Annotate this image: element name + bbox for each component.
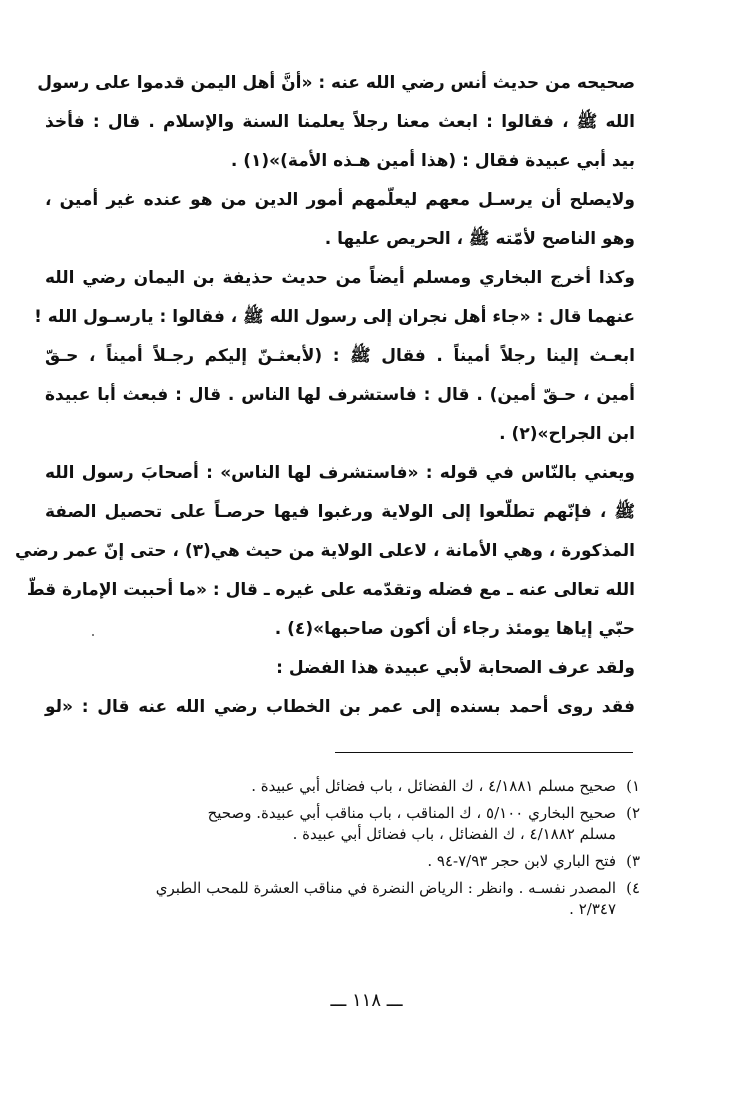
footnote-number: ٤)	[626, 879, 640, 897]
text-line: المذكورة ، وهي الأمانة ، لاعلى الولاية من حيث هي(٣) ، حتى إنّ عمر رضي	[15, 541, 635, 561]
page-number: ـــ ١١٨ ـــ	[330, 990, 403, 1011]
text-line: ويعني بالنّاس في قوله : «فاستشرف لها الناس» : أصحابَ رسول الله	[45, 463, 635, 483]
footnote-text	[40, 851, 616, 872]
footnote-line: المصدر نفسـه . وانظر : الرياض النضرة في مناقب العشرة للمحب الطبري	[155, 879, 616, 897]
footnote	[40, 851, 640, 872]
footnote-line: صحيح مسلم ٤/١٨٨١ ، ك الفضائل ، باب فضائل أبي عبيدة .	[251, 777, 616, 795]
text-line: فقد روى أحمد بسنده إلى عمر بن الخطاب رضي الله عنه قال : «لو	[45, 697, 635, 717]
footnote-number: ١)	[626, 777, 640, 795]
footnote-line: صحيح البخاري ٥/١٠٠ ، ك المناقب ، باب مناقب أبي عبيدة. وصحيح	[207, 804, 616, 822]
footnote-number: ٢)	[626, 804, 640, 822]
text-line: بيد أبي عبيدة فقال : (هذا أمين هـذه الأمة)»(١) .	[230, 151, 635, 171]
footnote-number: ٣)	[626, 852, 640, 870]
text-line: ابن الجراح»(٢) .	[499, 424, 635, 444]
text-line: أمين ، حـقّ أمين) . قال : فاستشرف لها الناس . قال : فبعث أبا عبيدة	[45, 385, 635, 405]
footnote	[40, 878, 640, 920]
text-line: وكذا أخرج البخاري ومسلم أيضاً من حديث حذيفة بن اليمان رضي الله	[45, 268, 635, 288]
footnotes	[40, 776, 640, 926]
text-line: ولقد عرف الصحابة لأبي عبيدة هذا الفضل :	[276, 658, 635, 678]
text-line: ابعـث إلينا رجلاً أميناً . فقال ﷺ : (لأبعثـنّ إليكم رجـلاً أميناً ، حـقّ	[45, 346, 635, 366]
text-line: صحيحه من حديث أنس رضي الله عنه : «أنَّ أهل اليمن قدموا على رسول	[37, 73, 635, 93]
footnote-line: ٢/٣٤٧ .	[569, 900, 616, 918]
footnote-text	[40, 803, 616, 845]
text-line: عنهما قال : «جاء أهل نجران إلى رسول الله ﷺ ، فقالوا : يارسـول الله !	[34, 307, 635, 327]
text-line: الله ﷺ ، فقالوا : ابعث معنا رجلاً يعلمنا السنة والإسلام . قال : فأخذ	[45, 112, 635, 132]
footnote	[40, 776, 640, 797]
text-line: ﷺ ، فإنّهم تطلّعوا إلى الولاية ورغبوا فيها حرصـاً على تحصيل الصفة	[45, 502, 635, 522]
text-line: ولايصلح أن يرسـل معهم ليعلّمهم أمور الدين من هو عنده غير أمين ،	[45, 190, 635, 210]
footnote-line: فتح الباري لابن حجر ٧/٩٣-٩٤ .	[427, 852, 616, 870]
text-line: وهو الناصح لأمّته ﷺ ، الحريص عليها .	[324, 229, 635, 249]
footnote	[40, 803, 640, 845]
main-text-body	[15, 64, 635, 727]
footnote-separator	[335, 752, 633, 753]
footnote-text	[40, 776, 616, 797]
scan-speck	[92, 634, 94, 636]
text-line: حبّي إياها يومئذ رجاء أن أكون صاحبها»(٤) .	[274, 619, 635, 639]
footnote-text	[40, 878, 616, 920]
footnote-line: مسلم ٤/١٨٨٢ ، ك الفضائل ، باب فضائل أبي عبيدة .	[292, 825, 616, 843]
text-line: الله تعالى عنه ـ مع فضله وتقدّمه على غيره ـ قال : «ما أحببت الإمارة قطّ	[26, 580, 635, 600]
